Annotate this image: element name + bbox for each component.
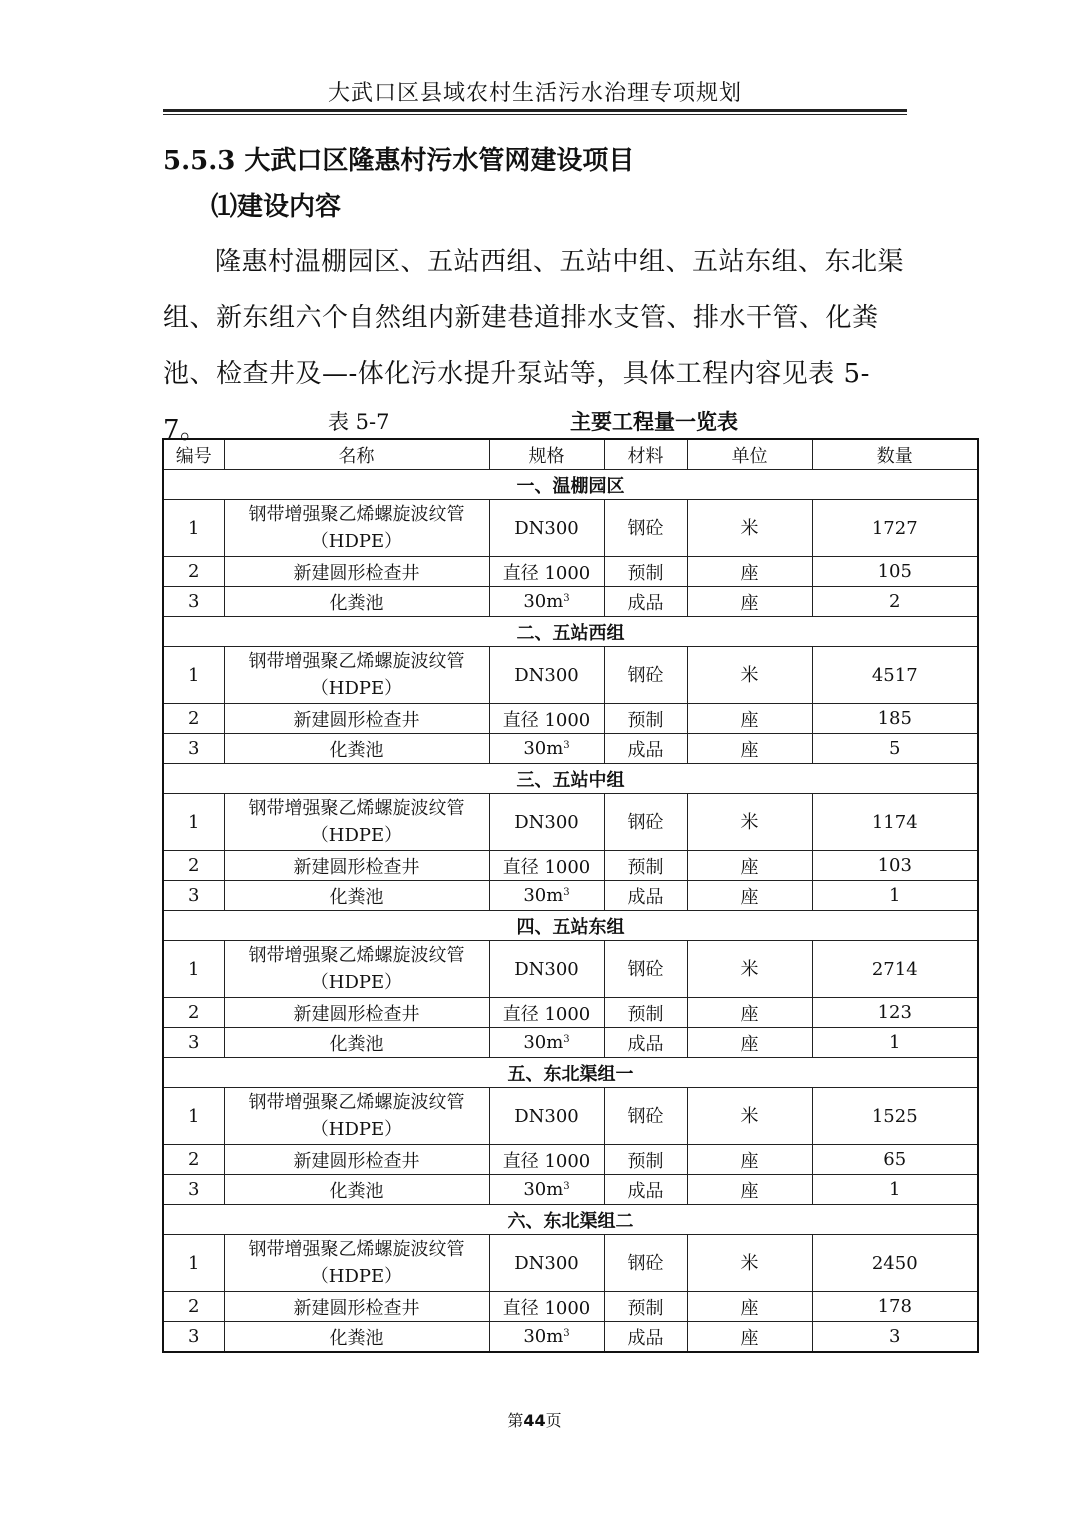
cell-name-line: 钢带增强聚乙烯螺旋波纹管 (248, 1092, 465, 1113)
header-cell: 名称 (224, 439, 489, 470)
cell-material: 钢砼 (604, 647, 687, 704)
cell-number: 1 (163, 500, 224, 557)
group-header-row (163, 764, 978, 794)
spec-value: 30m (523, 1032, 564, 1053)
cell-quantity: 2450 (812, 1235, 978, 1292)
header-cell: 单位 (687, 439, 812, 470)
cell-material: 钢砼 (604, 1235, 687, 1292)
cell-material: 预制 (604, 704, 687, 734)
cell-unit: 米 (687, 500, 812, 557)
group-header-row (163, 1058, 978, 1088)
cell-quantity: 1525 (812, 1088, 978, 1145)
header-cell: 数量 (812, 439, 978, 470)
cell-name-line: 化粪池 (329, 1033, 384, 1055)
cell-number: 3 (163, 1322, 224, 1353)
cell-material: 成品 (604, 734, 687, 764)
cell-spec: 直径 1000 (489, 704, 604, 734)
table-row (163, 941, 978, 998)
cell-name-line: 钢带增强聚乙烯螺旋波纹管 (248, 945, 465, 966)
cell-name (224, 500, 489, 557)
cell-number: 1 (163, 647, 224, 704)
cell-material: 成品 (604, 1322, 687, 1353)
cell-name (224, 587, 489, 617)
table-row (163, 647, 978, 704)
cell-material: 预制 (604, 557, 687, 587)
cell-number: 2 (163, 1292, 224, 1322)
spec-value: 30m (523, 738, 564, 759)
cell-spec (489, 1322, 604, 1353)
cell-name (224, 998, 489, 1028)
cell-spec (489, 1175, 604, 1205)
table-row (163, 794, 978, 851)
cell-unit: 座 (687, 1145, 812, 1175)
cell-quantity: 185 (812, 704, 978, 734)
spec-value: 30m (523, 1326, 564, 1347)
cell-name-line: 钢带增强聚乙烯螺旋波纹管 (248, 798, 465, 819)
table-row (163, 500, 978, 557)
table-row (163, 1145, 978, 1175)
cell-quantity: 3 (812, 1322, 978, 1353)
group-title: 三、五站中组 (163, 764, 978, 794)
cell-quantity: 103 (812, 851, 978, 881)
cell-unit: 米 (687, 794, 812, 851)
cell-name-line: （HDPE） (310, 972, 403, 993)
table-row (163, 557, 978, 587)
header-rule-thin (163, 114, 907, 115)
cell-unit: 座 (687, 557, 812, 587)
cell-material: 预制 (604, 851, 687, 881)
cell-unit: 座 (687, 998, 812, 1028)
group-title: 六、东北渠组二 (163, 1205, 978, 1235)
cell-quantity: 65 (812, 1145, 978, 1175)
cell-unit: 座 (687, 1028, 812, 1058)
cell-name-line: 化粪池 (329, 1327, 384, 1349)
body-paragraph: 隆惠村温棚园区、五站西组、五站中组、五站东组、东北渠组、新东组六个自然组内新建巷道排水支管、排水干管、化粪池、检查井及—-体化污水提升泵站等，具体工程内容见表 5-7。 (163, 247, 905, 445)
cell-spec (489, 587, 604, 617)
cell-unit: 米 (687, 1235, 812, 1292)
cell-name (224, 1322, 489, 1353)
table-row (163, 1292, 978, 1322)
spec-superscript: 3 (563, 1181, 570, 1192)
cell-name-line: （HDPE） (310, 825, 403, 846)
cell-name (224, 647, 489, 704)
cell-material: 预制 (604, 1292, 687, 1322)
table-caption-title: 主要工程量一览表 (570, 409, 738, 434)
cell-material: 成品 (604, 1175, 687, 1205)
cell-unit: 座 (687, 734, 812, 764)
cell-name-line: 化粪池 (329, 739, 384, 761)
group-title: 四、五站东组 (163, 911, 978, 941)
cell-name (224, 941, 489, 998)
document-header: 大武口区县域农村生活污水治理专项规划 (327, 81, 742, 106)
table-row (163, 734, 978, 764)
cell-quantity: 123 (812, 998, 978, 1028)
group-header-row (163, 911, 978, 941)
table-row (163, 1235, 978, 1292)
group-header-row (163, 1205, 978, 1235)
cell-number: 2 (163, 998, 224, 1028)
cell-quantity: 1727 (812, 500, 978, 557)
table-row (163, 704, 978, 734)
cell-number: 1 (163, 1088, 224, 1145)
cell-spec: DN300 (489, 500, 604, 557)
header-cell: 材料 (604, 439, 687, 470)
cell-unit: 米 (687, 1088, 812, 1145)
engineering-quantity-table (162, 438, 979, 1353)
group-title: 一、温棚园区 (163, 470, 978, 500)
cell-name-line: 化粪池 (329, 886, 384, 908)
cell-material: 预制 (604, 998, 687, 1028)
table-row (163, 1322, 978, 1353)
table-row (163, 851, 978, 881)
cell-name-line: 新建圆形检查井 (293, 1003, 420, 1025)
cell-number: 2 (163, 557, 224, 587)
cell-spec: DN300 (489, 647, 604, 704)
cell-number: 3 (163, 881, 224, 911)
spec-superscript: 3 (563, 740, 570, 751)
cell-number: 1 (163, 794, 224, 851)
cell-name-line: 新建圆形检查井 (293, 1150, 420, 1172)
cell-quantity: 1 (812, 1175, 978, 1205)
cell-name (224, 1145, 489, 1175)
cell-spec: 直径 1000 (489, 1145, 604, 1175)
cell-spec: DN300 (489, 1235, 604, 1292)
cell-name-line: （HDPE） (310, 678, 403, 699)
table-row (163, 1028, 978, 1058)
table-row (163, 587, 978, 617)
subsection-title: ⑴建设内容 (211, 192, 342, 222)
cell-name-line: 新建圆形检查井 (293, 856, 420, 878)
cell-spec (489, 734, 604, 764)
cell-number: 1 (163, 941, 224, 998)
spec-superscript: 3 (563, 887, 570, 898)
header-rule-thick (163, 109, 907, 112)
cell-name-line: （HDPE） (310, 1266, 403, 1287)
table-caption-number: 表 5-7 (328, 410, 390, 434)
cell-quantity: 2714 (812, 941, 978, 998)
cell-spec: DN300 (489, 794, 604, 851)
group-title: 二、五站西组 (163, 617, 978, 647)
cell-name (224, 1235, 489, 1292)
cell-material: 钢砼 (604, 941, 687, 998)
cell-spec: 直径 1000 (489, 1292, 604, 1322)
cell-unit: 米 (687, 941, 812, 998)
table-row (163, 1175, 978, 1205)
cell-number: 2 (163, 704, 224, 734)
cell-quantity: 1 (812, 881, 978, 911)
header-cell: 规格 (489, 439, 604, 470)
page-number: 44 (523, 1411, 546, 1430)
footer-suffix: 页 (545, 1411, 562, 1430)
cell-name-line: 新建圆形检查井 (293, 709, 420, 731)
cell-quantity: 178 (812, 1292, 978, 1322)
cell-name (224, 1292, 489, 1322)
page-footer (0, 1408, 1069, 1431)
cell-name (224, 704, 489, 734)
table-header-row (163, 439, 978, 470)
cell-quantity: 1174 (812, 794, 978, 851)
cell-name-line: 钢带增强聚乙烯螺旋波纹管 (248, 1239, 465, 1260)
spec-superscript: 3 (563, 1034, 570, 1045)
cell-material: 成品 (604, 587, 687, 617)
cell-name (224, 794, 489, 851)
cell-material: 钢砼 (604, 794, 687, 851)
spec-value: 30m (523, 591, 564, 612)
cell-quantity: 105 (812, 557, 978, 587)
table-row (163, 1088, 978, 1145)
cell-name-line: （HDPE） (310, 531, 403, 552)
cell-name-line: （HDPE） (310, 1119, 403, 1140)
cell-material: 钢砼 (604, 500, 687, 557)
cell-unit: 座 (687, 1322, 812, 1353)
cell-unit: 座 (687, 587, 812, 617)
cell-unit: 座 (687, 851, 812, 881)
cell-material: 成品 (604, 881, 687, 911)
footer-prefix: 第 (507, 1411, 524, 1430)
spec-value: 30m (523, 885, 564, 906)
table-row (163, 881, 978, 911)
cell-unit: 座 (687, 1292, 812, 1322)
cell-name (224, 1028, 489, 1058)
section-title: 5.5.3 大武口区隆惠村污水管网建设项目 (163, 146, 635, 176)
group-title: 五、东北渠组一 (163, 1058, 978, 1088)
cell-spec: 直径 1000 (489, 557, 604, 587)
spec-value: 30m (523, 1179, 564, 1200)
cell-material: 钢砼 (604, 1088, 687, 1145)
cell-name-line: 化粪池 (329, 592, 384, 614)
cell-name (224, 881, 489, 911)
cell-number: 2 (163, 851, 224, 881)
cell-number: 3 (163, 587, 224, 617)
cell-name (224, 734, 489, 764)
cell-name (224, 1088, 489, 1145)
header-cell: 编号 (163, 439, 224, 470)
cell-quantity: 5 (812, 734, 978, 764)
cell-unit: 座 (687, 1175, 812, 1205)
cell-spec: 直径 1000 (489, 998, 604, 1028)
cell-number: 3 (163, 1175, 224, 1205)
cell-spec (489, 881, 604, 911)
cell-number: 3 (163, 734, 224, 764)
group-header-row (163, 470, 978, 500)
cell-spec (489, 1028, 604, 1058)
cell-name (224, 851, 489, 881)
cell-quantity: 2 (812, 587, 978, 617)
cell-quantity: 1 (812, 1028, 978, 1058)
cell-spec: DN300 (489, 1088, 604, 1145)
cell-name-line: 钢带增强聚乙烯螺旋波纹管 (248, 651, 465, 672)
cell-name (224, 557, 489, 587)
cell-quantity: 4517 (812, 647, 978, 704)
cell-unit: 座 (687, 704, 812, 734)
spec-superscript: 3 (563, 593, 570, 604)
cell-name-line: 钢带增强聚乙烯螺旋波纹管 (248, 504, 465, 525)
cell-name-line: 化粪池 (329, 1180, 384, 1202)
cell-unit: 米 (687, 647, 812, 704)
cell-number: 1 (163, 1235, 224, 1292)
spec-superscript: 3 (563, 1328, 570, 1339)
cell-name-line: 新建圆形检查井 (293, 562, 420, 584)
group-header-row (163, 617, 978, 647)
cell-name-line: 新建圆形检查井 (293, 1297, 420, 1319)
cell-material: 预制 (604, 1145, 687, 1175)
cell-material: 成品 (604, 1028, 687, 1058)
cell-number: 2 (163, 1145, 224, 1175)
cell-unit: 座 (687, 881, 812, 911)
cell-spec: 直径 1000 (489, 851, 604, 881)
table-row (163, 998, 978, 1028)
cell-number: 3 (163, 1028, 224, 1058)
cell-spec: DN300 (489, 941, 604, 998)
cell-name (224, 1175, 489, 1205)
